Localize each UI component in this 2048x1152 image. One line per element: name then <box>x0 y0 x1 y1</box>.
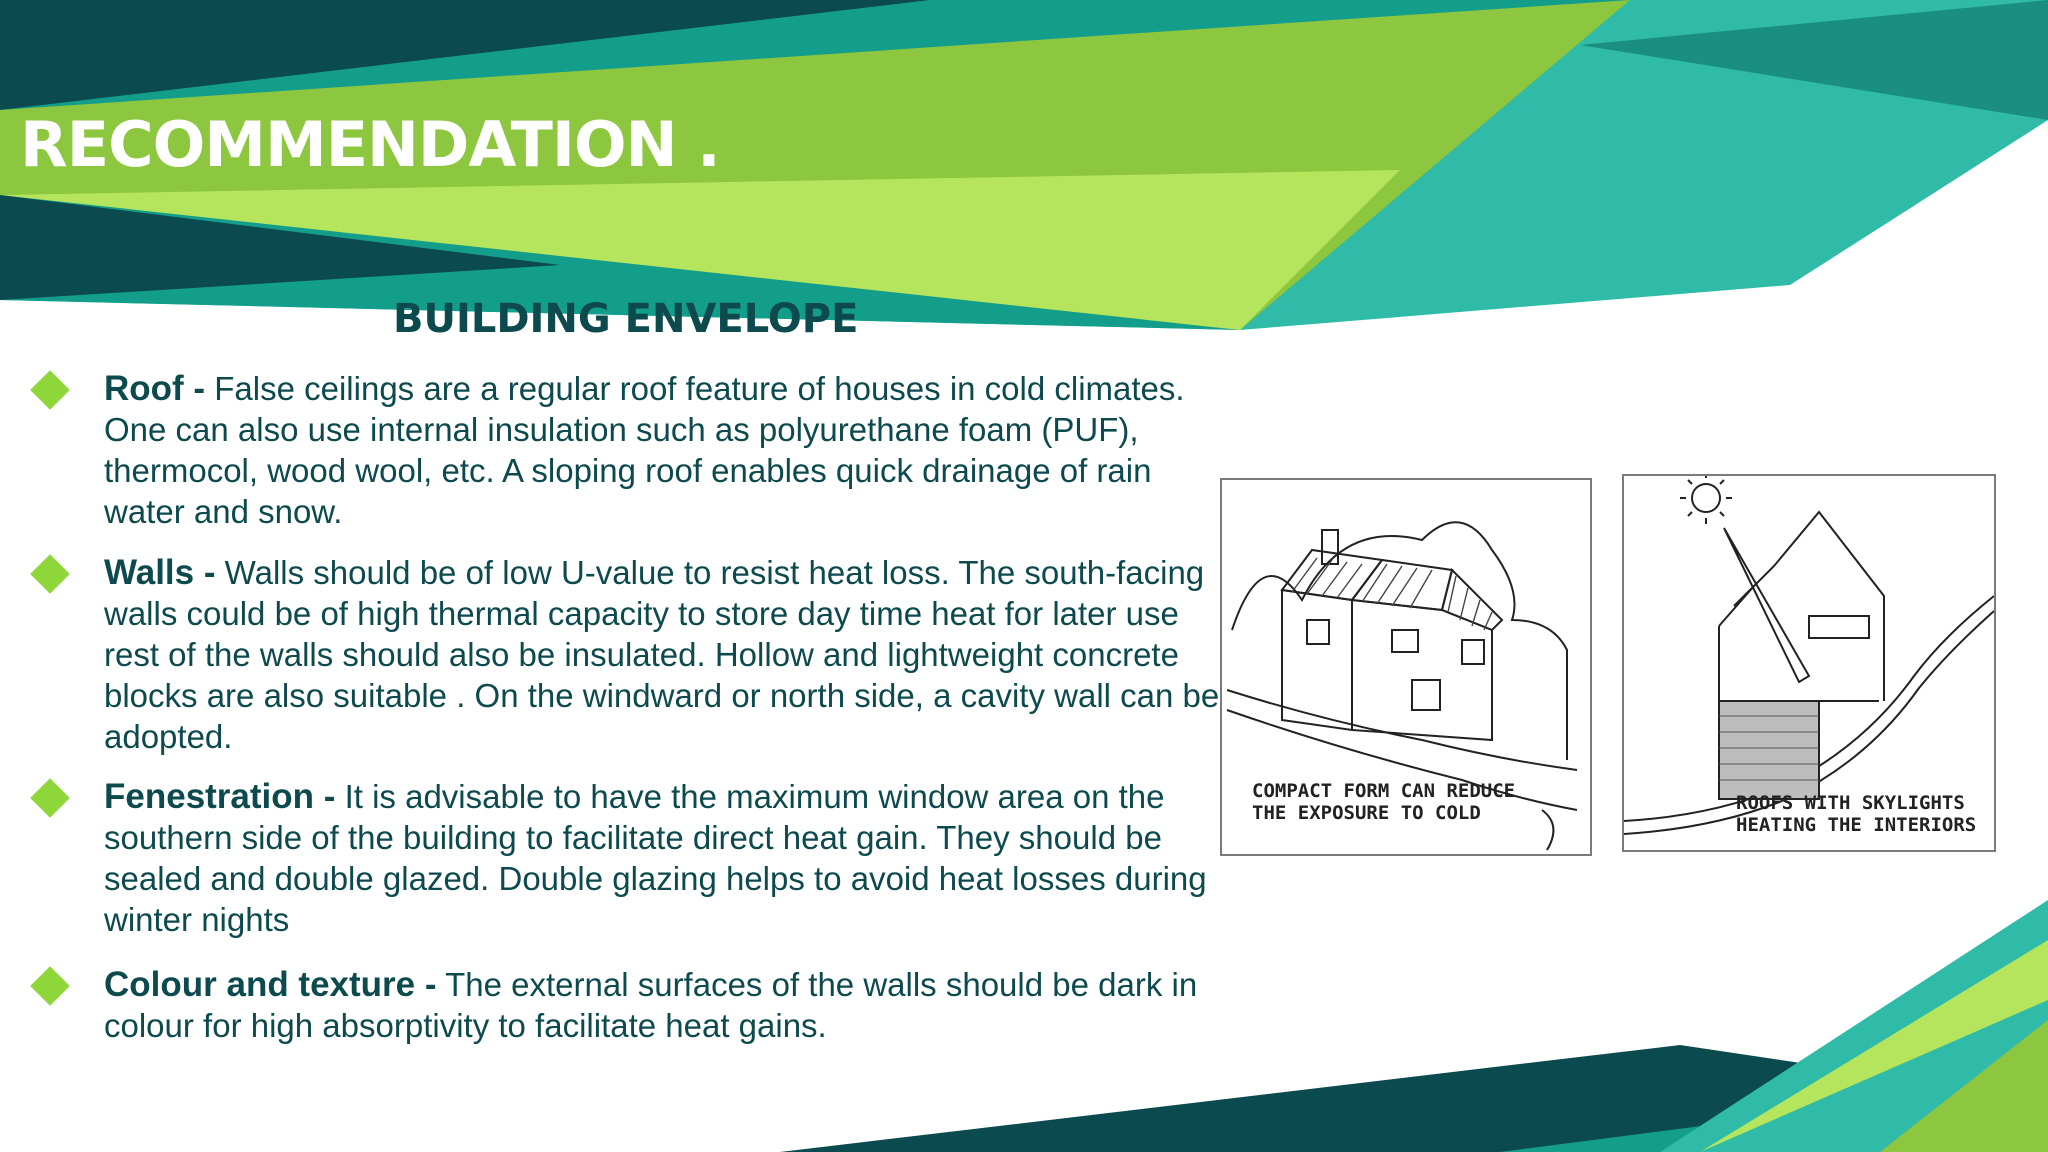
bullet-heading: Roof - <box>104 369 206 408</box>
bullet-text: The external surfaces of the walls should be dark in colour for high absorptivity to facilitate heat gains. <box>104 966 1198 1044</box>
bullet-text: It is advisable to have the maximum window area on the southern side of the building to facilitate direct heat gain. They should be sealed and double glazed. Double glazing helps to avoid heat losses during winter nights <box>104 778 1207 938</box>
bullet-text: Walls should be of low U-value to resist heat loss. The south-facing walls could be of high thermal capacity to store day time heat for later use rest of the walls should also be insulated. Hollow and lightweight concrete blocks are also suitable . On the windward or north side, a cavity wall can be adopted. <box>104 554 1220 755</box>
bullet-heading: Walls - <box>104 553 216 592</box>
figure-caption: COMPACT FORM CAN REDUCE THE EXPOSURE TO COLD <box>1252 780 1516 824</box>
slide-title: RECOMMENDATION . <box>20 108 720 181</box>
bullet-heading: Colour and texture - <box>104 965 437 1004</box>
section-subtitle: BUILDING ENVELOPE <box>393 296 859 342</box>
figure-skylight <box>1622 474 1996 852</box>
bullet-heading: Fenestration - <box>104 777 336 816</box>
bullet-text: False ceilings are a regular roof feature of houses in cold climates. One can also use internal insulation such as polyurethane foam (PUF), thermocol, wood wool, etc. A sloping roof enables quick drainage of rain water and snow. <box>104 370 1185 530</box>
figure-caption: ROOFS WITH SKYLIGHTS HEATING THE INTERIORS <box>1736 792 1977 836</box>
figure-compact-form <box>1220 478 1592 856</box>
